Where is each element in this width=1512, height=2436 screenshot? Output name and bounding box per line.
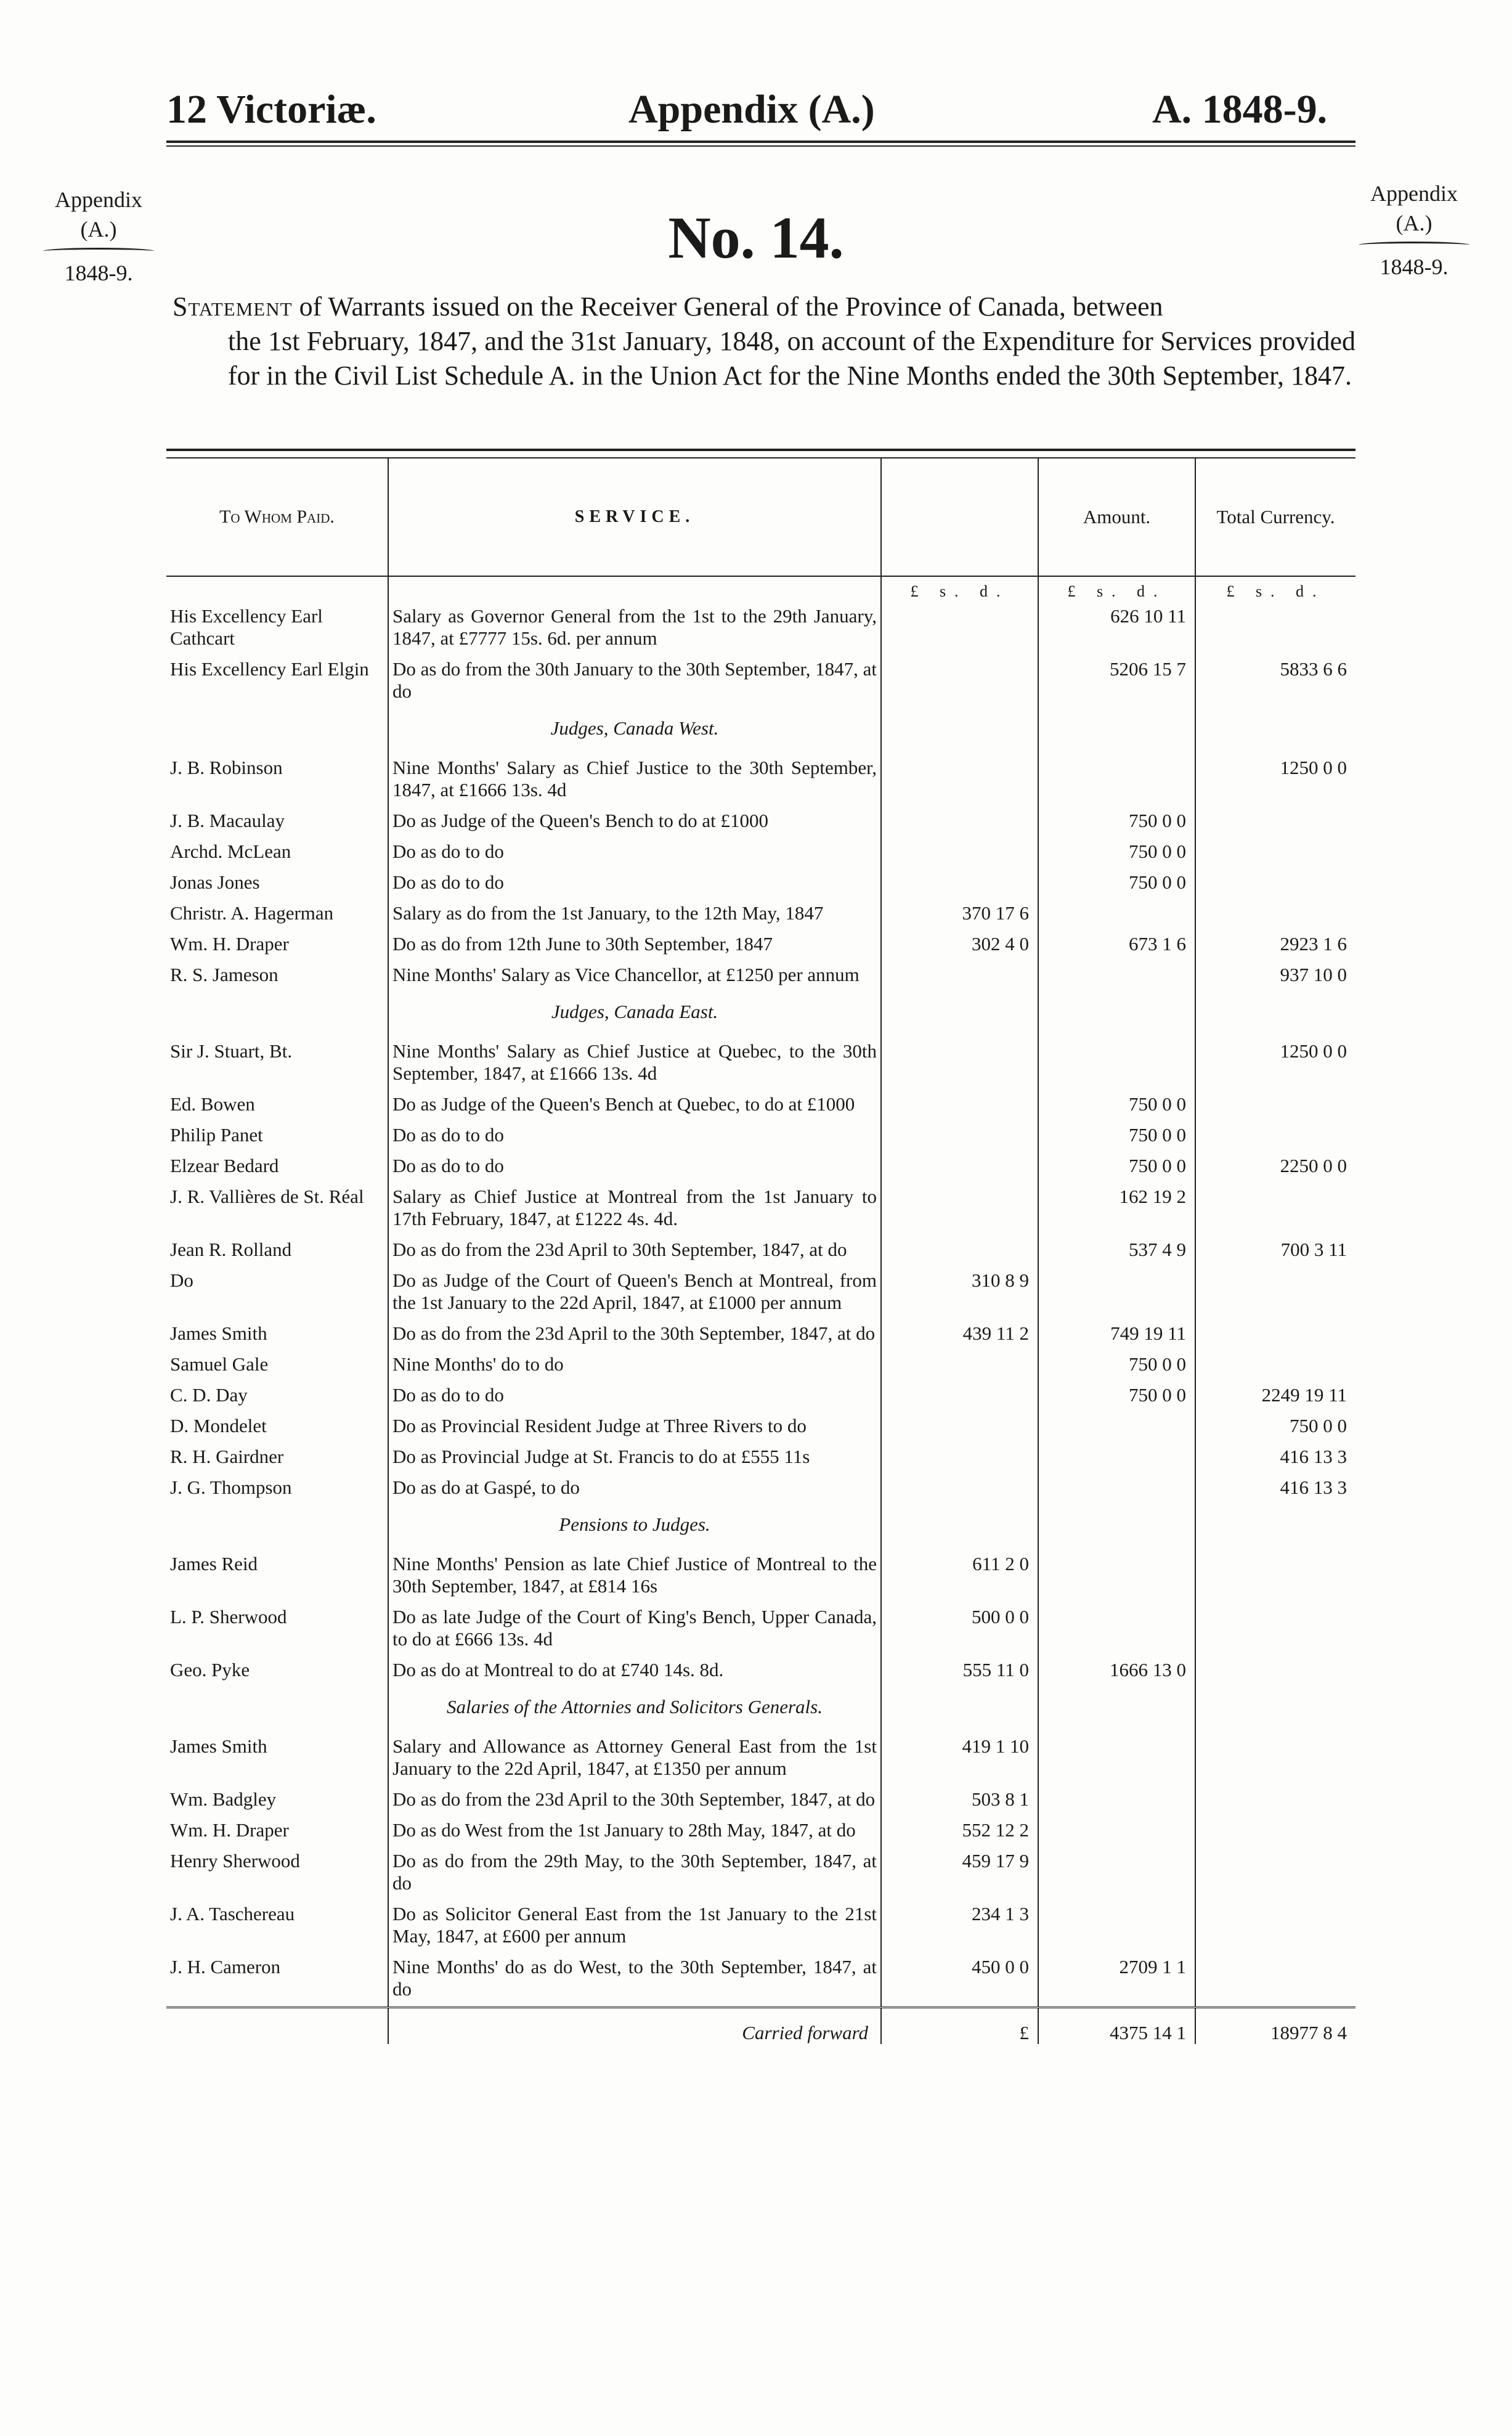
amount-value (1038, 1817, 1195, 1847)
section-amount-blank (1038, 1505, 1195, 1550)
detail-amount: 302 4 0 (881, 931, 1038, 961)
table-row (166, 1351, 1356, 1382)
total-currency: 1250 0 0 (1195, 754, 1356, 807)
service-description: Nine Months' do as do West, to the 30th September, 1847, at do (388, 1953, 881, 2008)
payee-name: C. D. Day (170, 1384, 248, 1406)
amount-value (1038, 1733, 1195, 1786)
units-amount: £ s. d. (1038, 576, 1195, 603)
service-description: Salary as Chief Justice at Montreal from the 1st January to 17th February, 1847, at £1222 4s. 4d. (388, 1183, 881, 1236)
detail-amount: 419 1 10 (881, 1733, 1038, 1786)
detail-amount (881, 1122, 1038, 1152)
table-row (166, 838, 1356, 869)
detail-amount (881, 1382, 1038, 1412)
service-description: Do as do to do (388, 1122, 881, 1152)
section-heading-row (166, 992, 1356, 1038)
table-top-rule (166, 449, 1356, 458)
header-rule-thin (166, 145, 1356, 147)
service-description: Do as do from 12th June to 30th September, 1847 (388, 931, 881, 961)
detail-amount (881, 1443, 1038, 1474)
amount-value (1038, 1267, 1195, 1320)
amount-value: 537 4 9 (1038, 1236, 1195, 1267)
amount-value (1038, 1443, 1195, 1474)
detail-amount: 503 8 1 (881, 1786, 1038, 1817)
section-heading: Judges, Canada East. (388, 992, 881, 1038)
table-body (166, 576, 1356, 2008)
payee-name: J. H. Cameron (170, 1956, 281, 1978)
total-currency (1195, 1603, 1356, 1656)
total-currency (1195, 900, 1356, 931)
amount-value: 749 19 11 (1038, 1320, 1195, 1351)
total-currency (1195, 1122, 1356, 1152)
service-description: Do as Judge of the Court of Queen's Bench at Montreal, from the 1st January to the 22d April, 1847, at £1000 per annum (388, 1267, 881, 1320)
detail-amount: 459 17 9 (881, 1847, 1038, 1900)
total-currency (1195, 1900, 1356, 1953)
detail-amount (881, 869, 1038, 900)
amount-value: 750 0 0 (1038, 869, 1195, 900)
payee-name: Samuel Gale (170, 1353, 269, 1375)
amount-value: 750 0 0 (1038, 838, 1195, 869)
detail-amount (881, 1236, 1038, 1267)
margin-year: 1848-9. (64, 261, 133, 285)
total-currency: 700 3 11 (1195, 1236, 1356, 1267)
payee-name: His Excellency Earl Cathcart (170, 605, 323, 649)
section-heading-row (166, 1687, 1356, 1733)
payee-name: J. A. Taschereau (170, 1903, 295, 1925)
total-currency: 2923 1 6 (1195, 931, 1356, 961)
detail-amount (881, 656, 1038, 709)
total-currency (1195, 1550, 1356, 1603)
payee-name: James Smith (170, 1735, 267, 1757)
total-currency (1195, 1817, 1356, 1847)
carried-forward-label: Carried forward (388, 2008, 881, 2045)
detail-amount: 555 11 0 (881, 1656, 1038, 1687)
detail-amount (881, 754, 1038, 807)
col-header-total: Total Currency. (1195, 458, 1356, 576)
section-detail-blank (881, 1505, 1038, 1550)
table-row (166, 807, 1356, 838)
payee-name: Wm. H. Draper (170, 1819, 289, 1841)
section-heading-row (166, 709, 1356, 754)
units-detail: £ s. d. (881, 576, 1038, 603)
service-description: Salary as Governor General from the 1st to the 29th January, 1847, at £7777 15s. 6d. per annum (388, 603, 881, 656)
amount-value (1038, 1412, 1195, 1443)
payee-name: J. B. Macaulay (170, 810, 285, 831)
table-row (166, 1320, 1356, 1351)
total-currency (1195, 1847, 1356, 1900)
amount-value (1038, 1786, 1195, 1817)
margin-appendix-sub: (A.) (1396, 211, 1433, 235)
service-description: Do as do from the 30th January to the 30th September, 1847, at do (388, 656, 881, 709)
table-row (166, 1038, 1356, 1091)
amount-value: 5206 15 7 (1038, 656, 1195, 709)
margin-appendix-label: Appendix (55, 187, 142, 212)
section-amount-blank (1038, 709, 1195, 754)
margin-appendix-sub: (A.) (80, 217, 117, 242)
section-total-blank (1195, 709, 1356, 754)
total-currency (1195, 1267, 1356, 1320)
total-currency (1195, 838, 1356, 869)
amount-value: 2709 1 1 (1038, 1953, 1195, 2008)
payee-name: James Reid (170, 1553, 258, 1574)
payee-name: R. H. Gairdner (170, 1446, 284, 1467)
amount-value (1038, 1038, 1195, 1091)
service-description: Nine Months' Salary as Vice Chancellor, at £1250 per annum (388, 961, 881, 992)
detail-amount (881, 961, 1038, 992)
payee-name: Geo. Pyke (170, 1659, 250, 1680)
detail-amount (881, 807, 1038, 838)
detail-amount (881, 1351, 1038, 1382)
service-description: Do as do at Gaspé, to do (388, 1474, 881, 1505)
total-currency (1195, 807, 1356, 838)
detail-amount: 310 8 9 (881, 1267, 1038, 1320)
service-description: Do as late Judge of the Court of King's Bench, Upper Canada, to do at £666 13s. 4d (388, 1603, 881, 1656)
col-header-to-whom-paid: To Whom Paid. (166, 458, 388, 576)
detail-amount: 500 0 0 (881, 1603, 1038, 1656)
service-description: Do as do from the 23d April to 30th September, 1847, at do (388, 1236, 881, 1267)
payee-name: Henry Sherwood (170, 1850, 300, 1872)
footer-blank (166, 2008, 388, 2045)
payee-name: D. Mondelet (170, 1415, 267, 1436)
payee-name: Ed. Bowen (170, 1093, 255, 1115)
table-row (166, 1847, 1356, 1900)
table-row (166, 931, 1356, 961)
payee-name: J. R. Vallières de St. Réal (170, 1186, 364, 1207)
amount-value (1038, 1474, 1195, 1505)
table-row (166, 900, 1356, 931)
table-row (166, 869, 1356, 900)
detail-amount (881, 1183, 1038, 1236)
payee-name: Wm. Badgley (170, 1788, 277, 1810)
table-row (166, 1603, 1356, 1656)
table-row (166, 1412, 1356, 1443)
table-row (166, 961, 1356, 992)
payee-name: Wm. H. Draper (170, 933, 289, 955)
service-description: Do as do at Montreal to do at £740 14s. 8d. (388, 1656, 881, 1687)
statement-continuation: the 1st February, 1847, and the 31st January, 1848, on account of the Expenditure for Services provided for in the Civil List Schedule A. in the Union Act for the Nine Months ended the 30th September, 1847. (228, 326, 1356, 391)
detail-amount (881, 1152, 1038, 1183)
service-description: Nine Months' Salary as Chief Justice at Quebec, to the 30th September, 1847, at £1666 13s. 4d (388, 1038, 881, 1091)
total-currency (1195, 1351, 1356, 1382)
payee-name: J. G. Thompson (170, 1477, 292, 1498)
amount-value: 750 0 0 (1038, 1152, 1195, 1183)
service-description: Nine Months' do to do (388, 1351, 881, 1382)
section-amount-blank (1038, 992, 1195, 1038)
table-row (166, 1953, 1356, 2008)
table-row (166, 1183, 1356, 1236)
table-row (166, 1236, 1356, 1267)
total-currency: 416 13 3 (1195, 1443, 1356, 1474)
section-total-blank (1195, 992, 1356, 1038)
amount-value (1038, 754, 1195, 807)
total-currency (1195, 1320, 1356, 1351)
payee-name: Jean R. Rolland (170, 1239, 292, 1260)
section-total-blank (1195, 1505, 1356, 1550)
payee-name: R. S. Jameson (170, 964, 278, 985)
total-currency (1195, 1953, 1356, 2008)
total-currency (1195, 1786, 1356, 1817)
table-row (166, 656, 1356, 709)
section-blank (166, 1687, 388, 1733)
payee-name: Philip Panet (170, 1124, 263, 1146)
detail-amount: 439 11 2 (881, 1320, 1038, 1351)
section-heading: Pensions to Judges. (388, 1505, 881, 1550)
payee-name: Archd. McLean (170, 841, 291, 862)
payee-name: Jonas Jones (170, 871, 260, 893)
detail-amount: 552 12 2 (881, 1817, 1038, 1847)
table-row (166, 1656, 1356, 1687)
table-row (166, 603, 1356, 656)
amount-value: 750 0 0 (1038, 1351, 1195, 1382)
section-total-blank (1195, 1687, 1356, 1733)
service-description: Do as Judge of the Queen's Bench at Quebec, to do at £1000 (388, 1091, 881, 1122)
detail-amount (881, 1412, 1038, 1443)
total-currency: 5833 6 6 (1195, 656, 1356, 709)
section-heading: Salaries of the Attornies and Solicitors Generals. (388, 1687, 881, 1733)
statement-first-line: of Warrants issued on the Receiver General of the Province of Canada, between (299, 291, 1163, 322)
detail-amount: 370 17 6 (881, 900, 1038, 931)
service-description: Salary and Allowance as Attorney General East from the 1st January to the 22d April, 1847, at £1350 per annum (388, 1733, 881, 1786)
total-currency: 2250 0 0 (1195, 1152, 1356, 1183)
section-detail-blank (881, 709, 1038, 754)
amount-value: 750 0 0 (1038, 1122, 1195, 1152)
amount-value (1038, 1847, 1195, 1900)
total-currency: 1250 0 0 (1195, 1038, 1356, 1091)
header-rule (166, 141, 1356, 143)
service-description: Do as do to do (388, 1382, 881, 1412)
amount-value: 750 0 0 (1038, 1382, 1195, 1412)
document-number: No. 14. (668, 205, 844, 271)
service-description: Do as do West from the 1st January to 28th May, 1847, at do (388, 1817, 881, 1847)
section-blank (166, 992, 388, 1038)
service-description: Salary as do from the 1st January, to the 12th May, 1847 (388, 900, 881, 931)
amount-value: 162 19 2 (1038, 1183, 1195, 1236)
table-row (166, 1550, 1356, 1603)
detail-amount (881, 838, 1038, 869)
service-description: Do as do from the 29th May, to the 30th September, 1847, at do (388, 1847, 881, 1900)
total-currency: 750 0 0 (1195, 1412, 1356, 1443)
col-header-detail (881, 458, 1038, 576)
amount-value: 750 0 0 (1038, 807, 1195, 838)
detail-amount: 611 2 0 (881, 1550, 1038, 1603)
payee-name: L. P. Sherwood (170, 1606, 287, 1627)
service-description: Do as do to do (388, 1152, 881, 1183)
margin-year: 1848-9. (1380, 255, 1449, 279)
amount-value (1038, 1550, 1195, 1603)
section-blank (166, 709, 388, 754)
table-row (166, 1152, 1356, 1183)
detail-amount: 234 1 3 (881, 1900, 1038, 1953)
section-detail-blank (881, 992, 1038, 1038)
total-currency (1195, 1733, 1356, 1786)
detail-amount (881, 1038, 1038, 1091)
table-row (166, 1474, 1356, 1505)
table-row (166, 1267, 1356, 1320)
col-header-amount: Amount. (1038, 458, 1195, 576)
carried-forward-total: 18977 8 4 (1195, 2008, 1356, 2045)
service-description: Do as Solicitor General East from the 1st January to the 21st May, 1847, at £600 per annum (388, 1900, 881, 1953)
detail-amount (881, 1474, 1038, 1505)
detail-amount (881, 603, 1038, 656)
units-total: £ s. d. (1195, 576, 1356, 603)
payee-name: Christr. A. Hagerman (170, 902, 334, 924)
table-row (166, 1733, 1356, 1786)
amount-value: 750 0 0 (1038, 1091, 1195, 1122)
warrants-table (166, 458, 1356, 2044)
section-heading-row (166, 1505, 1356, 1550)
payee-name: Do (170, 1269, 193, 1291)
service-description: Do as do from the 23d April to the 30th September, 1847, at do (388, 1786, 881, 1817)
amount-value: 1666 13 0 (1038, 1656, 1195, 1687)
service-description: Do as do to do (388, 869, 881, 900)
service-description: Do as do from the 23d April to the 30th September, 1847, at do (388, 1320, 881, 1351)
total-currency (1195, 603, 1356, 656)
section-heading: Judges, Canada West. (388, 709, 881, 754)
total-currency (1195, 1091, 1356, 1122)
total-currency: 937 10 0 (1195, 961, 1356, 992)
payee-name: Sir J. Stuart, Bt. (170, 1040, 293, 1062)
table-row (166, 1122, 1356, 1152)
payee-name: James Smith (170, 1322, 267, 1344)
total-currency: 416 13 3 (1195, 1474, 1356, 1505)
total-currency: 2249 19 11 (1195, 1382, 1356, 1412)
payee-name: His Excellency Earl Elgin (170, 658, 369, 680)
col-header-service: SERVICE. (388, 458, 881, 576)
total-currency (1195, 869, 1356, 900)
detail-amount (881, 1091, 1038, 1122)
table-row (166, 1382, 1356, 1412)
service-description: Nine Months' Salary as Chief Justice to the 30th September, 1847, at £1666 13s. 4d (388, 754, 881, 807)
carried-forward-pound: £ (881, 2008, 1038, 2045)
amount-value (1038, 1603, 1195, 1656)
statement-lead: Statement (173, 291, 293, 322)
table-row (166, 1091, 1356, 1122)
section-blank (166, 1505, 388, 1550)
payee-name: J. B. Robinson (170, 757, 283, 778)
service-description: Do as Provincial Resident Judge at Three Rivers to do (388, 1412, 881, 1443)
section-amount-blank (1038, 1687, 1195, 1733)
section-detail-blank (881, 1687, 1038, 1733)
header-year: A. 1848-9. (1152, 87, 1328, 132)
payee-name: Elzear Bedard (170, 1155, 279, 1176)
margin-appendix-label: Appendix (1370, 181, 1458, 206)
amount-value: 673 1 6 (1038, 931, 1195, 961)
table-row (166, 1900, 1356, 1953)
header-appendix: Appendix (A.) (628, 87, 875, 132)
warrants-table-wrap (166, 449, 1356, 2044)
amount-value (1038, 1900, 1195, 1953)
table-row (166, 1817, 1356, 1847)
table-row (166, 754, 1356, 807)
carried-forward-row (166, 2008, 1356, 2045)
statement-paragraph (173, 290, 1356, 393)
service-description: Do as Provincial Judge at St. Francis to do at £555 11s (388, 1443, 881, 1474)
carried-forward-amount: 4375 14 1 (1038, 2008, 1195, 2045)
header-session: 12 Victoriæ. (166, 87, 376, 132)
table-row (166, 1786, 1356, 1817)
total-currency (1195, 1183, 1356, 1236)
service-description: Do as do to do (388, 838, 881, 869)
service-description: Do as Judge of the Queen's Bench to do at £1000 (388, 807, 881, 838)
detail-amount: 450 0 0 (881, 1953, 1038, 2008)
amount-value (1038, 961, 1195, 992)
total-currency (1195, 1656, 1356, 1687)
table-row (166, 1443, 1356, 1474)
amount-value: 626 10 11 (1038, 603, 1195, 656)
units-blank (388, 576, 881, 603)
units-row (166, 576, 1356, 603)
service-description: Nine Months' Pension as late Chief Justice of Montreal to the 30th September, 1847, at £814 16s (388, 1550, 881, 1603)
amount-value (1038, 900, 1195, 931)
units-blank (166, 576, 388, 603)
